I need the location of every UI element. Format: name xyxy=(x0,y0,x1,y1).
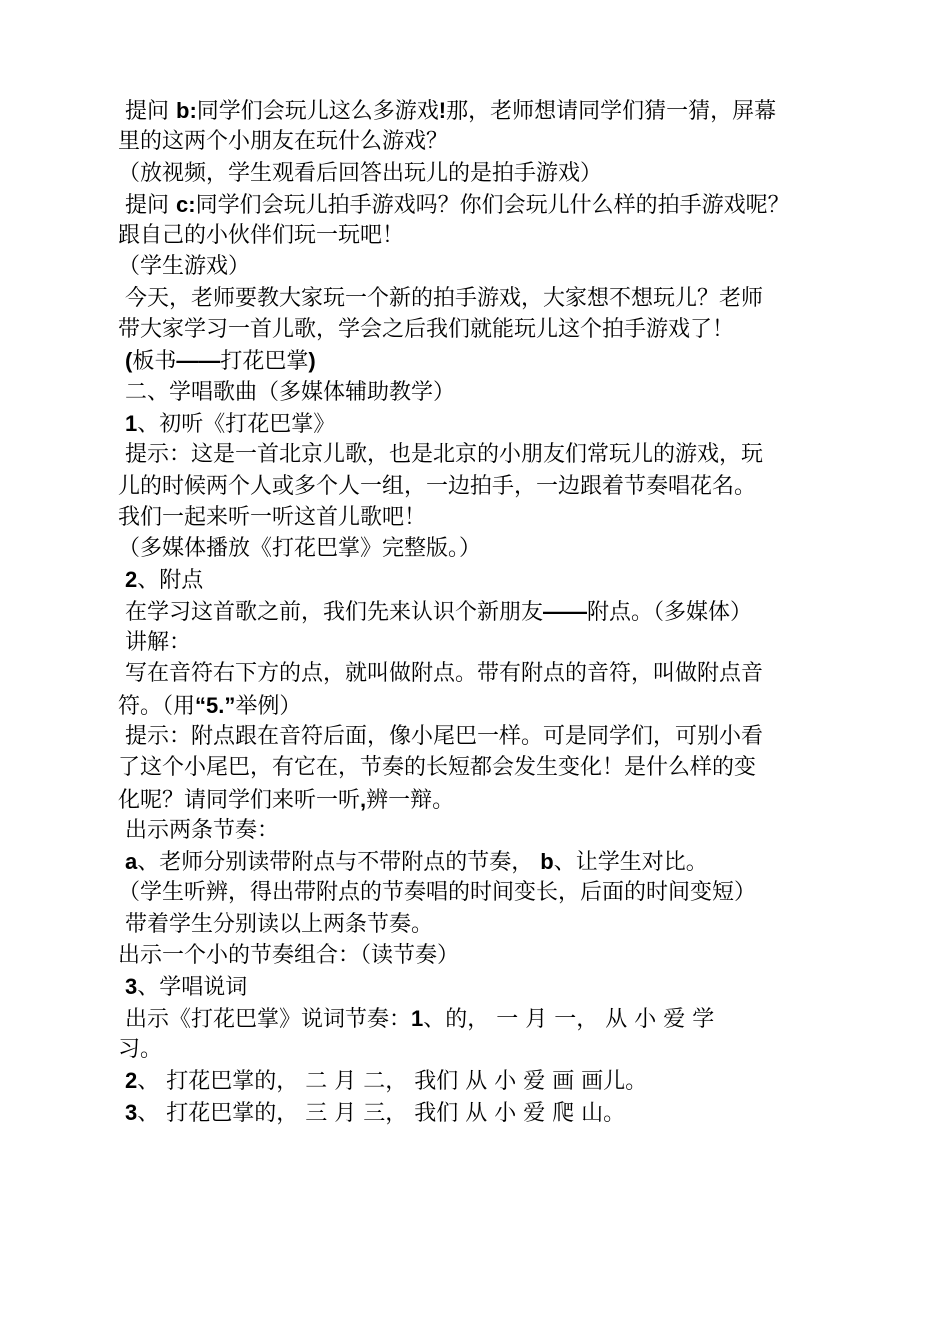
text-run: 打花巴掌 xyxy=(220,349,309,375)
text-run: 出示《打花巴掌》说词节奏： xyxy=(118,1006,411,1032)
text-line xyxy=(118,502,838,533)
text-run: b: xyxy=(176,98,197,123)
text-run: 3 xyxy=(125,1099,138,1125)
text-run: 辨一辩。 xyxy=(366,787,455,813)
text-line xyxy=(118,658,838,689)
text-run: 在学习这首歌之前，我们先来认识个新朋友 xyxy=(118,599,543,625)
text-run: 板书 xyxy=(132,349,177,375)
text-line xyxy=(118,251,838,282)
text-line xyxy=(118,345,838,376)
text-run: 2 xyxy=(125,1068,138,1094)
text-line xyxy=(118,971,838,1002)
text-run: 提问 xyxy=(118,192,176,218)
text-run: 1 xyxy=(125,410,138,436)
text-run: 同学们会玩儿这么多游戏 xyxy=(196,99,439,124)
text-run: 里的这两个小朋友在玩什么游戏？ xyxy=(118,129,449,155)
text-run: 带大家学习一首儿歌，学会之后我们就能玩儿这个拍手游戏了！ xyxy=(118,317,735,343)
text-run: 出示一个小的节奏组合：（读节奏） xyxy=(118,943,460,969)
text-run: 提示：附点跟在音符后面，像小尾巴一样。可是同学们，可别小看 xyxy=(118,723,763,749)
text-line xyxy=(118,815,838,846)
text-line xyxy=(118,877,838,908)
text-run: 习。 xyxy=(118,1036,163,1062)
text-run: 附点。（多媒体） xyxy=(587,599,753,625)
text-run: （放视频，学生观看后回答出玩儿的是拍手游戏） xyxy=(118,160,603,186)
text-line xyxy=(118,752,838,783)
text-line xyxy=(118,283,838,314)
text-run: 写在音符右下方的点，就叫做附点。带有附点的音符，叫做附点音 xyxy=(118,661,763,687)
text-line xyxy=(118,533,838,564)
text-run xyxy=(118,850,125,875)
text-run: 了这个小尾巴，有它在，节奏的长短都会发生变化！是什么样的变 xyxy=(118,755,757,781)
text-line xyxy=(118,784,838,815)
text-line xyxy=(118,408,838,439)
text-run: —— xyxy=(543,598,587,624)
text-run: 、老师分别读带附点与不带附点的节奏， xyxy=(137,850,541,876)
text-run xyxy=(118,1101,125,1126)
text-run: 举例） xyxy=(235,693,302,719)
text-run xyxy=(118,1069,125,1094)
text-run xyxy=(118,412,125,437)
text-line xyxy=(118,596,838,627)
text-line xyxy=(118,846,838,877)
text-run: 3 xyxy=(125,974,138,1000)
text-run xyxy=(118,349,125,374)
text-line xyxy=(118,126,838,157)
text-line xyxy=(118,158,838,189)
text-run: 提示：这是一首北京儿歌，也是北京的小朋友们常玩儿的游戏，玩 xyxy=(118,442,763,468)
text-line xyxy=(118,721,838,752)
text-run: ! xyxy=(438,98,447,123)
text-run: （多媒体播放《打花巴掌》完整版。） xyxy=(118,536,482,562)
text-run: b xyxy=(540,849,554,875)
text-run: 、的， 一 月 一， 从 小 爱 学 xyxy=(423,1006,715,1032)
text-line xyxy=(118,439,838,470)
text-line xyxy=(118,220,838,251)
text-run: 、 打花巴掌的， 三 月 三， 我们 从 小 爱 爬 山。 xyxy=(137,1100,626,1126)
text-run: —— xyxy=(176,348,221,374)
text-line xyxy=(118,377,838,408)
text-run: 符。（用 xyxy=(118,693,196,719)
text-run: （学生听辨，得出带附点的节奏唱的时间变长，后面的时间变短） xyxy=(118,880,757,906)
text-line xyxy=(118,95,838,126)
text-run: 跟自己的小伙伴们玩一玩吧！ xyxy=(118,223,405,249)
text-run: 那，老师想请同学们猜一猜，屏幕 xyxy=(446,99,777,124)
text-run: 带着学生分别读以上两条节奏。 xyxy=(118,911,433,937)
text-line xyxy=(118,1034,838,1065)
text-run: 讲解： xyxy=(118,630,191,656)
document-page xyxy=(118,95,838,1128)
text-line xyxy=(118,1065,838,1096)
text-run: 提问 xyxy=(118,99,176,124)
text-run: “5.” xyxy=(195,692,236,718)
text-run: 、初听《打花巴掌》 xyxy=(137,411,336,437)
text-run: ( xyxy=(125,348,133,374)
text-run: c: xyxy=(176,191,196,217)
text-run: 、让学生对比。 xyxy=(553,850,708,876)
text-line xyxy=(118,564,838,595)
text-run: , xyxy=(360,786,367,812)
text-line xyxy=(118,909,838,940)
text-line xyxy=(118,940,838,971)
text-line xyxy=(118,1097,838,1128)
text-run: 1 xyxy=(411,1005,424,1031)
text-line xyxy=(118,189,838,220)
text-run: 二、学唱歌曲（多媒体辅助教学） xyxy=(118,379,455,405)
text-run: 我们一起来听一听这首儿歌吧！ xyxy=(118,504,427,530)
text-run xyxy=(118,975,125,1000)
text-run: 儿的时候两个人或多个人一组，一边拍手，一边跟着节奏唱花名。 xyxy=(118,473,757,499)
text-run: 、附点 xyxy=(137,568,204,594)
text-line xyxy=(118,471,838,502)
text-run: （学生游戏） xyxy=(118,254,251,280)
text-run: 出示两条节奏： xyxy=(118,817,279,843)
text-line xyxy=(118,627,838,658)
text-run: 、 打花巴掌的， 二 月 二， 我们 从 小 爱 画 画儿。 xyxy=(137,1069,648,1095)
text-run: ) xyxy=(308,348,316,374)
text-run: 、学唱说词 xyxy=(137,975,248,1001)
text-run: 今天，老师要教大家玩一个新的拍手游戏，大家想不想玩儿？老师 xyxy=(118,285,763,311)
text-run: 同学们会玩儿拍手游戏吗？你们会玩儿什么样的拍手游戏呢？ xyxy=(195,192,790,218)
text-run: 2 xyxy=(125,567,138,593)
text-line xyxy=(118,1003,838,1034)
text-run: 化呢？请同学们来听一听 xyxy=(118,787,361,813)
text-run: a xyxy=(125,849,138,875)
text-line xyxy=(118,314,838,345)
text-line xyxy=(118,690,838,721)
text-run xyxy=(118,568,125,593)
